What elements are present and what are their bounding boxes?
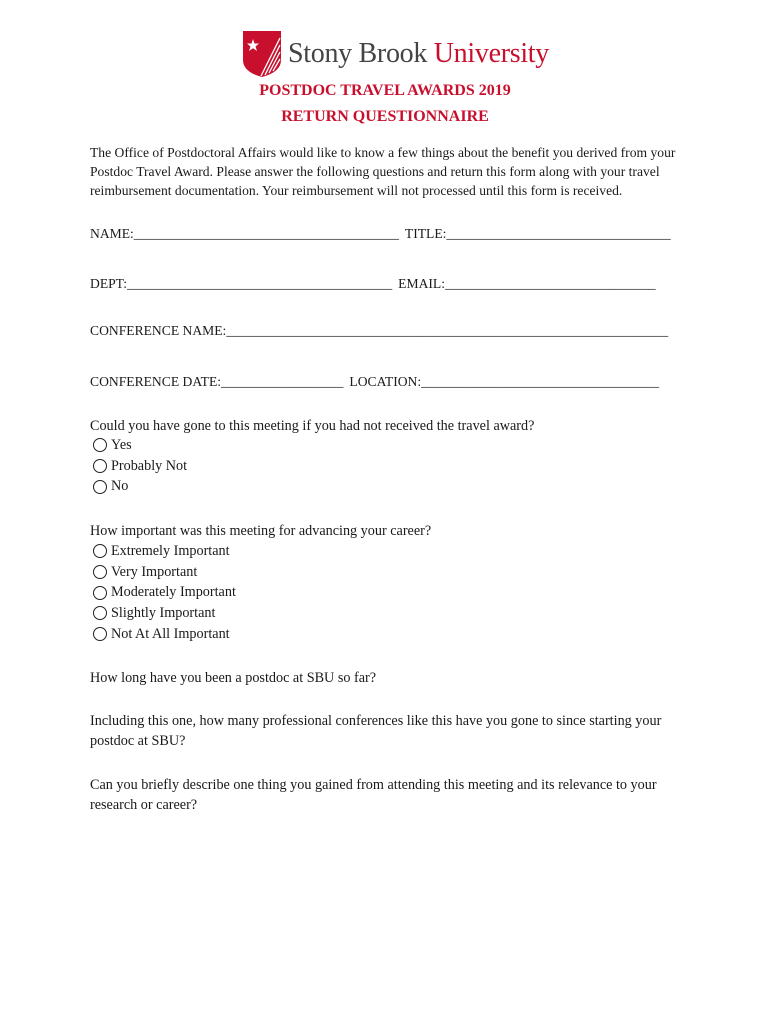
- radio-icon[interactable]: [93, 586, 107, 600]
- option-no[interactable]: [93, 476, 187, 497]
- option-label: Moderately Important: [111, 584, 236, 601]
- option-label: Extremely Important: [111, 542, 230, 559]
- question-2: How important was this meeting for advancing your career?: [90, 523, 432, 539]
- intro-paragraph: The Office of Postdoctoral Affairs would like to know a few things about the benefit you derived from your Postdoc Travel Award. Please answer the following questions and return this form along with your travel reimbursement documentation. Your reimbursement will not processed until this form is received.: [90, 145, 676, 198]
- email-field[interactable]: EMAIL:_______________________________: [398, 276, 656, 291]
- radio-icon[interactable]: [93, 627, 107, 641]
- location-field[interactable]: LOCATION:___________________________________: [349, 374, 660, 389]
- option-label: Yes: [111, 436, 132, 453]
- question-1: Could you have gone to this meeting if you had not received the travel award?: [90, 418, 535, 434]
- question-2-options: [93, 541, 236, 644]
- question-3: How long have you been a postdoc at SBU so far?: [90, 670, 377, 686]
- option-label: Slightly Important: [111, 604, 216, 621]
- logo-word-stony-brook: Stony Brook: [288, 38, 428, 69]
- question-5: Can you briefly describe one thing you gained from attending this meeting and its relevance to your research or career?: [90, 777, 657, 813]
- question-4: Including this one, how many professional conferences like this have you gone to since starting your postdoc at SBU?: [90, 713, 662, 749]
- shield-logo-icon: [242, 30, 282, 78]
- name-field[interactable]: NAME:_______________________________________: [90, 226, 399, 241]
- option-label: Very Important: [111, 563, 198, 580]
- conference-date-field[interactable]: CONFERENCE DATE:__________________: [90, 374, 344, 389]
- logo-wordmark: [288, 40, 549, 68]
- conference-name-row: [90, 323, 690, 339]
- radio-icon[interactable]: [93, 459, 107, 473]
- option-moderately-important[interactable]: [93, 582, 236, 603]
- option-label: No: [111, 478, 129, 495]
- dept-field[interactable]: DEPT:_______________________________________: [90, 276, 393, 291]
- name-title-row: [90, 226, 690, 242]
- option-slightly-important[interactable]: [93, 603, 236, 624]
- title-field[interactable]: TITLE:_________________________________: [404, 226, 671, 241]
- conference-name-field[interactable]: CONFERENCE NAME:_________________________________________________________________: [90, 323, 669, 338]
- radio-icon[interactable]: [93, 544, 107, 558]
- date-location-row: [90, 374, 690, 390]
- question-1-options: [93, 435, 187, 497]
- option-yes[interactable]: [93, 435, 187, 456]
- option-label: Not At All Important: [111, 625, 230, 642]
- option-not-at-all-important[interactable]: [93, 624, 236, 645]
- dept-email-row: [90, 276, 690, 292]
- form-title: POSTDOC TRAVEL AWARDS 2019: [259, 82, 511, 99]
- option-probably-not[interactable]: [93, 456, 187, 477]
- logo-word-university: University: [433, 38, 549, 69]
- university-logo: [242, 30, 549, 78]
- radio-icon[interactable]: [93, 480, 107, 494]
- form-subtitle: RETURN QUESTIONNAIRE: [281, 108, 489, 125]
- radio-icon[interactable]: [93, 438, 107, 452]
- radio-icon[interactable]: [93, 565, 107, 579]
- option-very-important[interactable]: [93, 562, 236, 583]
- option-extremely-important[interactable]: [93, 541, 236, 562]
- option-label: Probably Not: [111, 457, 188, 474]
- radio-icon[interactable]: [93, 606, 107, 620]
